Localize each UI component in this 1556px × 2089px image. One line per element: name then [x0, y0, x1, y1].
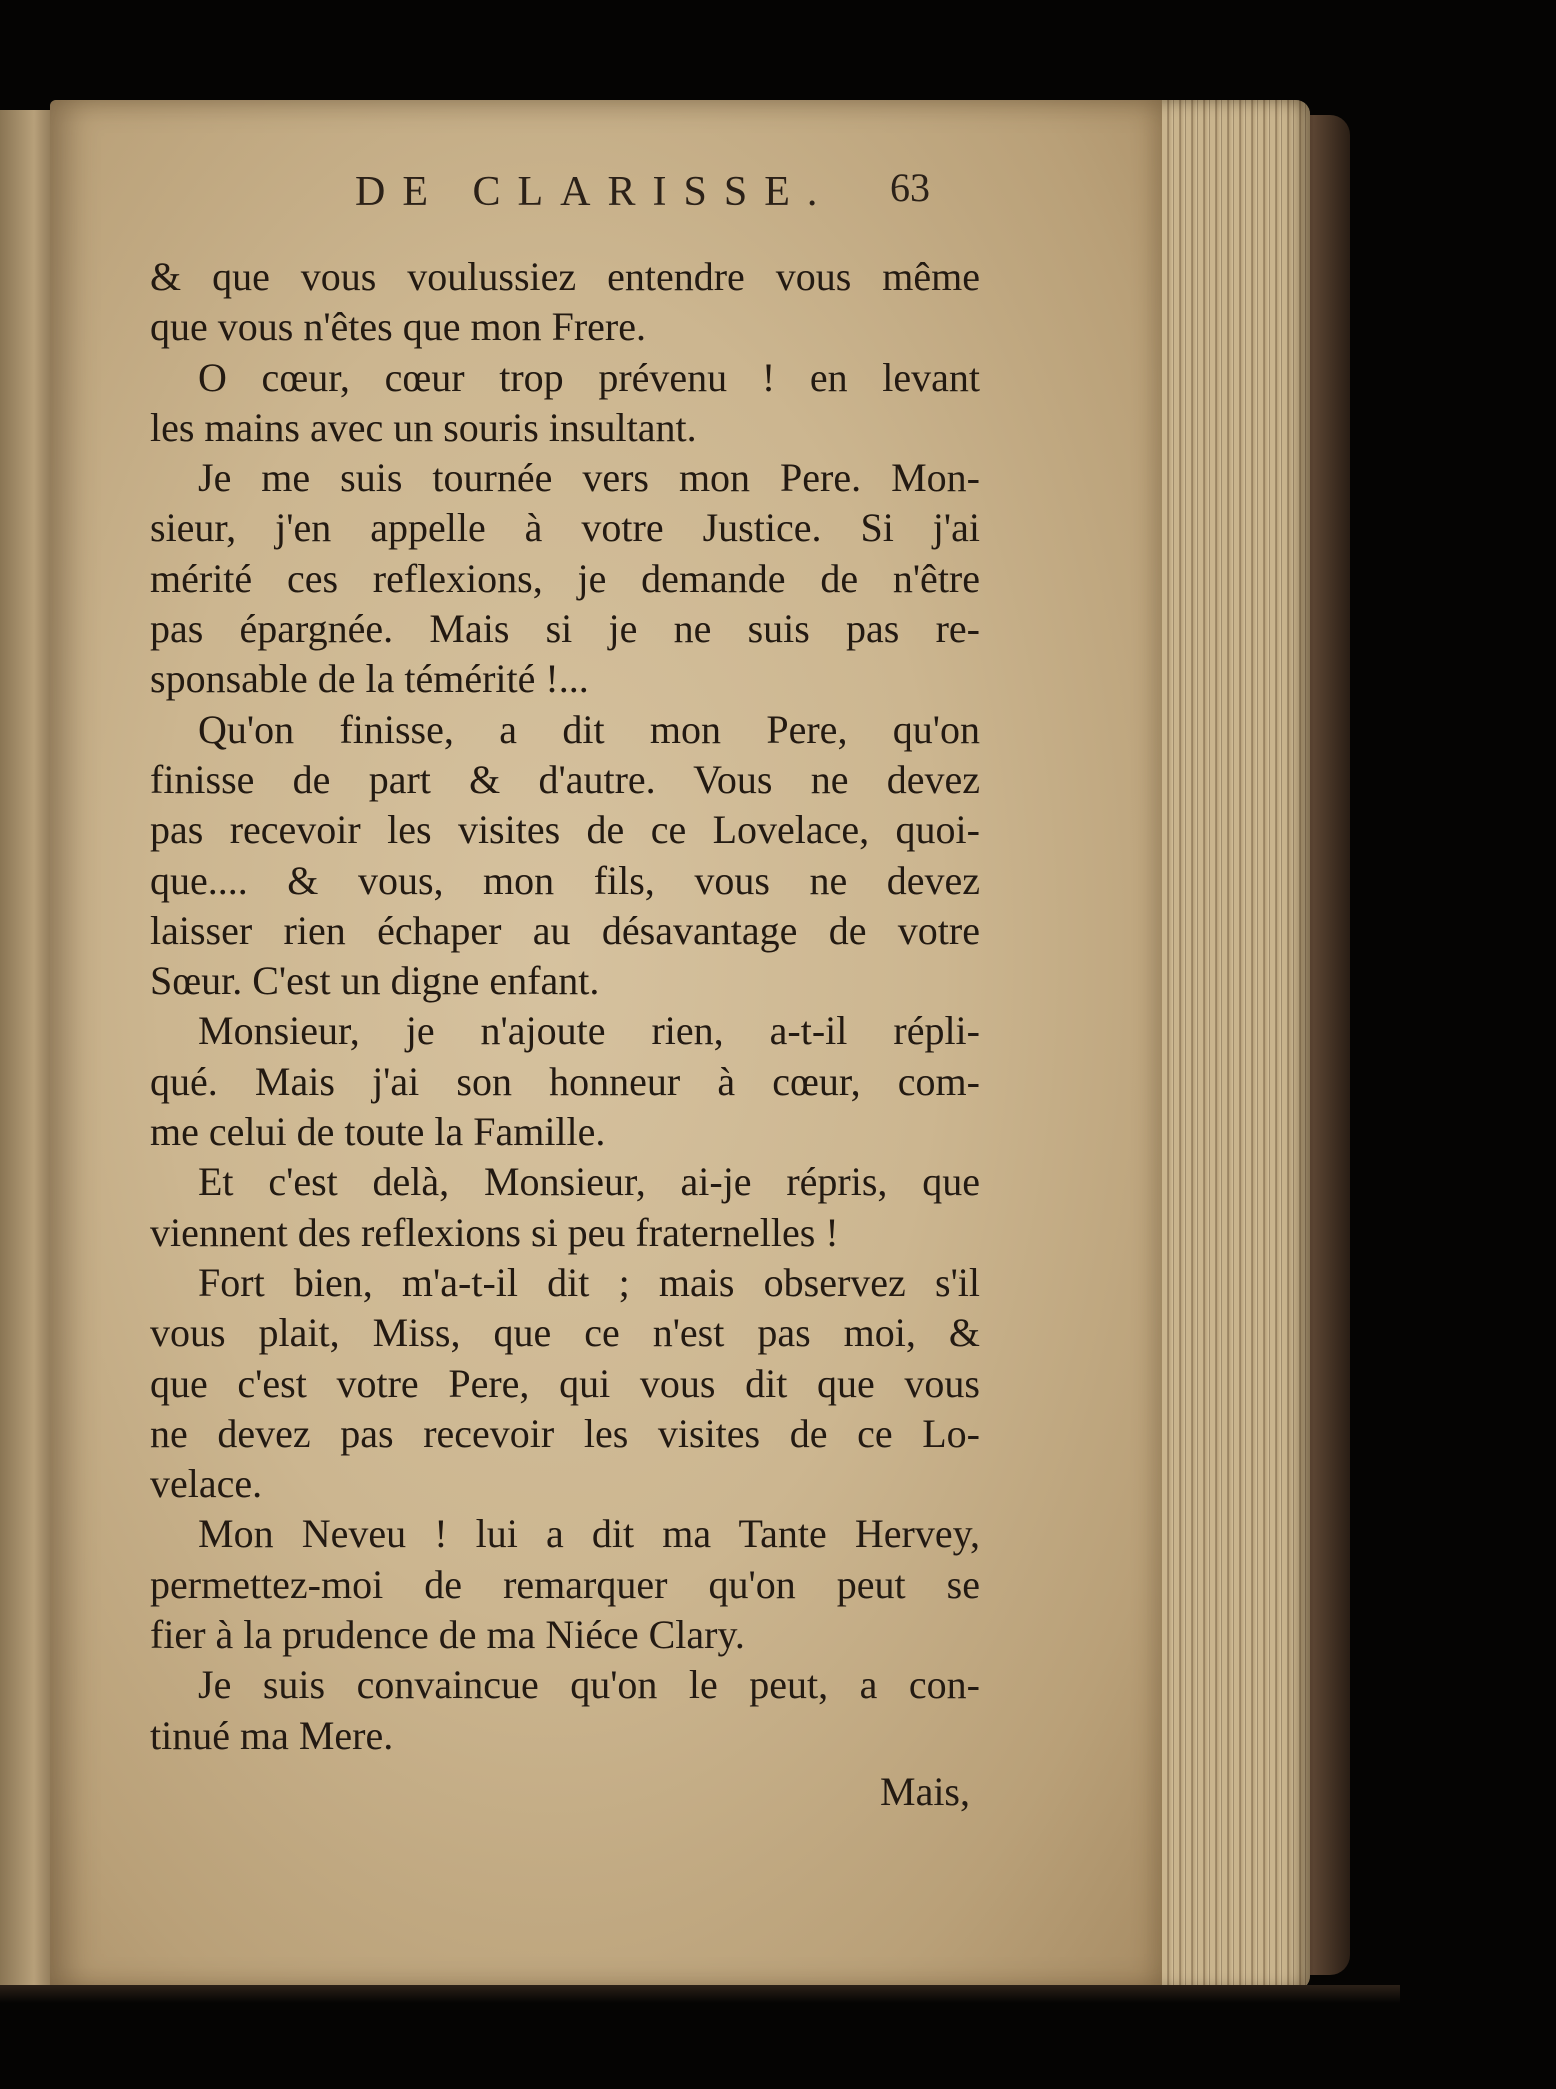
text-line: qué. Mais j'ai son honneur à cœur, com- — [150, 1058, 980, 1104]
text-line: Je me suis tournée vers mon Pere. Mon- — [198, 455, 980, 501]
text-line: vous plait, Miss, que ce n'est pas moi, & — [150, 1310, 980, 1356]
text-line: que.... & vous, mon fils, vous ne devez — [150, 857, 980, 903]
text-line: Fort bien, m'a-t-il dit ; mais observez s'il — [198, 1259, 980, 1305]
text-line: Je suis convaincue qu'on le peut, a con- — [198, 1662, 980, 1708]
text-line: les mains avec un souris insultant. — [150, 404, 697, 450]
text-line: ne devez pas recevoir les visites de ce Lo- — [150, 1410, 980, 1456]
text-line: velace. — [150, 1461, 263, 1507]
text-line: que c'est votre Pere, qui vous dit que vous — [150, 1360, 980, 1406]
text-line: pas épargnée. Mais si je ne suis pas re- — [150, 606, 980, 652]
text-line: tinué ma Mere. — [150, 1712, 394, 1758]
body-text — [150, 252, 980, 1761]
text-line: que vous n'êtes que mon Frere. — [150, 304, 646, 350]
page-number: 63 — [890, 165, 930, 210]
page-header — [150, 165, 950, 238]
text-line: sponsable de la témérité !... — [150, 656, 589, 702]
text-line: Mon Neveu ! lui a dit ma Tante Hervey, — [198, 1511, 980, 1557]
text-line: Et c'est delà, Monsieur, ai-je répris, que — [198, 1159, 980, 1205]
catchword: Mais, — [880, 1769, 970, 1814]
text-line: Qu'on finisse, a dit mon Pere, qu'on — [198, 706, 980, 752]
text-line: finisse de part & d'autre. Vous ne devez — [150, 756, 980, 802]
text-line: fier à la prudence de ma Niéce Clary. — [150, 1612, 745, 1658]
text-line: me celui de toute la Famille. — [150, 1109, 606, 1155]
text-line: & que vous voulussiez entendre vous même — [150, 254, 980, 299]
text-line: O cœur, cœur trop prévenu ! en levant — [198, 354, 980, 400]
text-line: permettez-moi de remarquer qu'on peut se — [150, 1561, 980, 1607]
running-title: DE CLARISSE. — [355, 169, 835, 215]
text-line: Monsieur, je n'ajoute rien, a-t-il répli- — [198, 1008, 980, 1054]
text-line: viennent des reflexions si peu fraternelles ! — [150, 1209, 839, 1255]
text-line: Sœur. C'est un digne enfant. — [150, 958, 600, 1004]
text-line: sieur, j'en appelle à votre Justice. Si j'ai — [150, 505, 980, 551]
text-line: laisser rien échaper au désavantage de votre — [150, 907, 980, 953]
bottom-shadow — [0, 1985, 1400, 2003]
text-line: mérité ces reflexions, je demande de n'être — [150, 555, 980, 601]
text-line: pas recevoir les visites de ce Lovelace, quoi- — [150, 807, 980, 853]
page-edges — [1150, 100, 1310, 1990]
